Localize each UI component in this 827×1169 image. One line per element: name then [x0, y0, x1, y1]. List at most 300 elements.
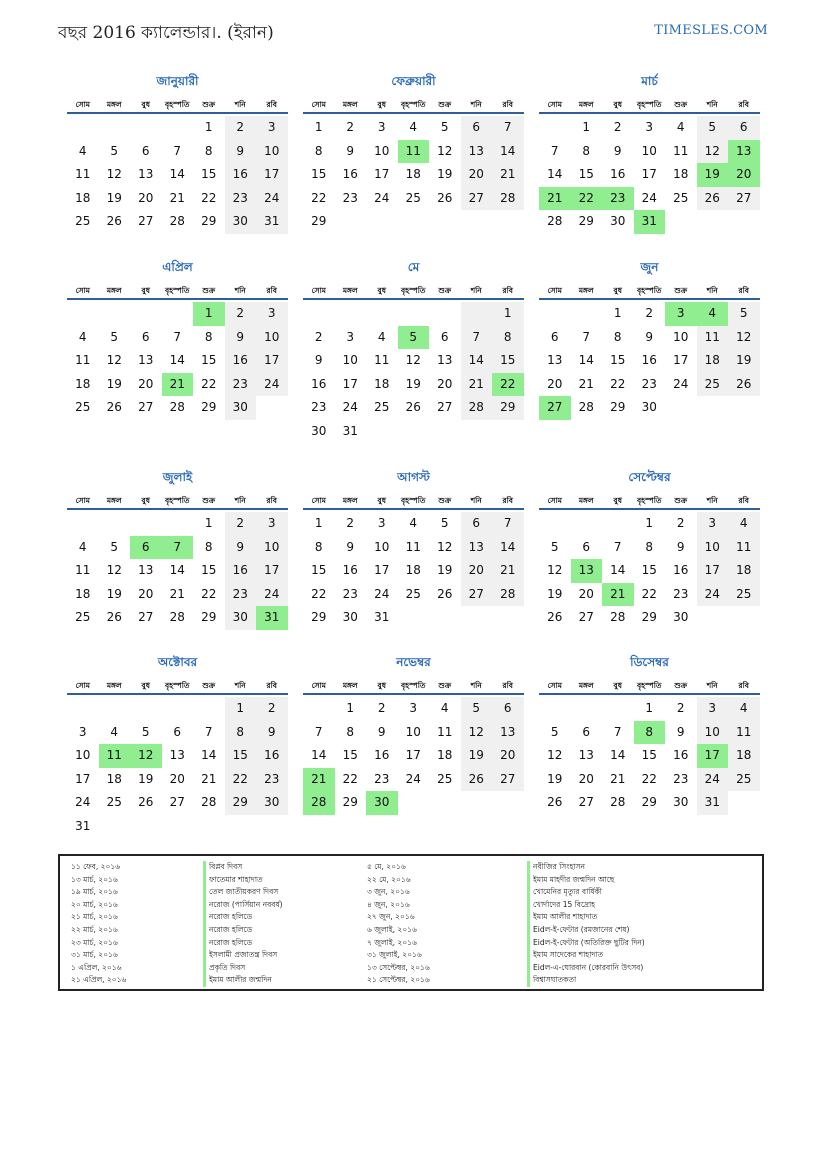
- day-cell: 2: [225, 512, 257, 536]
- day-cell: 28: [610, 795, 626, 809]
- day-cell: 14: [492, 536, 524, 560]
- day-cell: 25: [75, 214, 91, 228]
- holiday-date: ২৭ জুন, ২০১৬: [367, 912, 415, 922]
- day-cell: 22: [641, 771, 657, 786]
- holiday-date: ৬ জুলাই, ২০১৬: [367, 924, 417, 934]
- page-title: বছর 2016 ক্যালেন্ডার।. (ইরান): [58, 23, 274, 43]
- weekday-label: রবি: [266, 286, 277, 295]
- day-cell: 6: [461, 512, 493, 536]
- day-cell: 9: [256, 721, 288, 745]
- weekday-label: বৃহস্পতি: [165, 100, 190, 109]
- day-cell: 26: [547, 610, 563, 624]
- day-cell: 28: [547, 214, 563, 228]
- day-cell: 24: [374, 190, 390, 205]
- day-cell: 18: [697, 349, 729, 373]
- day-cell: 28: [578, 400, 594, 414]
- days-grid: [67, 697, 288, 838]
- day-cell: 29: [641, 795, 657, 809]
- weekday-label: বৃহস্পতি: [401, 286, 426, 295]
- day-cell: 17: [374, 563, 390, 577]
- weekday-label: বৃহস্পতি: [637, 681, 662, 690]
- day-cell: 15: [578, 167, 594, 181]
- weekday-label: বৃহস্পতি: [637, 100, 662, 109]
- day-cell: 10: [256, 140, 288, 164]
- holiday-name: ইমাম সাদেকের শাহাদাত: [533, 950, 604, 960]
- day-cell: 16: [610, 167, 626, 181]
- day-cell: 25: [405, 190, 421, 205]
- day-cell: 9: [377, 724, 386, 739]
- day-cell: 20: [138, 586, 154, 601]
- holiday-day-cell: 13: [571, 559, 603, 583]
- day-cell: 19: [106, 586, 122, 601]
- weekday-header: [303, 284, 524, 300]
- day-cell: 12: [437, 539, 453, 554]
- weekday-label: রবি: [266, 681, 277, 690]
- day-cell: 4: [78, 143, 87, 158]
- day-cell: 15: [225, 744, 257, 768]
- day-cell: 3: [346, 329, 355, 344]
- day-cell: 31: [75, 818, 91, 833]
- month-4: [67, 259, 288, 420]
- day-cell: 16: [673, 563, 689, 577]
- day-cell: 22: [311, 190, 327, 205]
- day-cell: 3: [256, 302, 288, 326]
- weekday-header: [67, 284, 288, 300]
- weekday-header: [539, 284, 760, 300]
- day-cell: 12: [547, 563, 563, 577]
- holidays-names-col-1: [203, 861, 283, 987]
- weekday-label: শনি: [706, 681, 718, 690]
- day-cell: 18: [437, 748, 453, 762]
- day-cell: 7: [582, 329, 591, 344]
- holiday-name: ইমাম আলীর শাহাদাত: [533, 912, 598, 922]
- day-cell: 28: [169, 610, 185, 624]
- holiday-date: ১ এপ্রিল, ২০১৬: [71, 962, 122, 972]
- day-cell: 18: [405, 167, 421, 181]
- day-cell: 19: [405, 376, 421, 391]
- weekday-label: শুক্র: [202, 100, 216, 109]
- weekday-label: বৃহস্পতি: [165, 496, 190, 505]
- day-cell: 20: [169, 771, 185, 786]
- day-cell: 14: [610, 563, 626, 577]
- weekday-label: শুক্র: [438, 286, 452, 295]
- holidays-dates-col-2: [367, 861, 430, 987]
- day-cell: 3: [256, 116, 288, 140]
- weekday-label: শনি: [470, 100, 482, 109]
- weekday-label: রবি: [266, 100, 277, 109]
- weekday-label: শনি: [234, 681, 246, 690]
- day-cell: 1: [314, 120, 323, 134]
- weekday-label: রবি: [502, 286, 513, 295]
- holiday-name: নরোজ হলিডে: [209, 937, 253, 947]
- day-cell: 1: [346, 701, 355, 715]
- day-cell: 23: [342, 586, 358, 601]
- day-cell: 30: [311, 423, 327, 438]
- holiday-day-cell: 5: [398, 326, 430, 350]
- day-cell: 28: [461, 396, 493, 420]
- day-cell: 2: [256, 697, 288, 721]
- month-title: নভেম্বর: [396, 655, 431, 669]
- day-cell: 7: [314, 724, 323, 739]
- holidays-list: [58, 854, 764, 991]
- day-cell: 15: [610, 353, 626, 367]
- day-cell: 17: [641, 167, 657, 181]
- weekday-label: সোম: [311, 286, 326, 295]
- brand-link[interactable]: TIMESLES.COM: [654, 23, 768, 38]
- day-cell: 28: [610, 610, 626, 624]
- day-cell: 1: [225, 697, 257, 721]
- weekday-label: মঙ্গল: [342, 286, 358, 295]
- day-cell: 4: [728, 512, 760, 536]
- day-cell: 23: [225, 373, 257, 397]
- day-cell: 23: [342, 190, 358, 205]
- day-cell: 21: [201, 771, 217, 786]
- day-cell: 19: [437, 563, 453, 577]
- holiday-name: বিশ্বাসঘাতকতা: [533, 975, 577, 985]
- holiday-date: ৩ জুন, ২০১৬: [367, 887, 410, 897]
- weekday-label: সোম: [547, 100, 562, 109]
- days-grid: [539, 697, 760, 815]
- day-cell: 8: [314, 143, 323, 158]
- day-cell: 14: [578, 353, 594, 367]
- weekday-label: মঙ্গল: [578, 100, 594, 109]
- day-cell: 15: [492, 349, 524, 373]
- day-cell: 14: [169, 563, 185, 577]
- day-cell: 8: [492, 326, 524, 350]
- month-8: [303, 469, 524, 630]
- weekday-label: সোম: [75, 286, 90, 295]
- weekday-label: বৃহস্পতি: [637, 286, 662, 295]
- day-cell: 7: [173, 329, 182, 344]
- day-cell: 31: [342, 423, 358, 438]
- day-cell: 22: [342, 771, 358, 786]
- weekday-label: বুধ: [613, 100, 622, 109]
- holiday-date: ১৩ সেপ্টেম্বর, ২০১৬: [367, 962, 430, 972]
- day-cell: 22: [610, 376, 626, 391]
- day-cell: 5: [440, 516, 449, 530]
- holiday-date: ৫ মে, ২০১৬: [367, 862, 406, 871]
- holiday-date: ৭ জুলাই, ২০১৬: [367, 937, 417, 947]
- day-cell: 28: [492, 583, 524, 607]
- day-cell: 26: [461, 768, 493, 792]
- day-cell: 6: [728, 116, 760, 140]
- day-cell: 17: [342, 376, 358, 391]
- day-cell: 4: [78, 329, 87, 344]
- day-cell: 2: [377, 701, 386, 715]
- day-cell: 16: [342, 167, 358, 181]
- month-title: মার্চ: [641, 74, 658, 88]
- weekday-label: সোম: [547, 496, 562, 505]
- day-cell: 2: [346, 516, 355, 530]
- day-cell: 19: [106, 376, 122, 391]
- day-cell: 22: [201, 190, 217, 205]
- day-cell: 10: [256, 536, 288, 560]
- day-cell: 30: [225, 606, 257, 630]
- day-cell: 28: [169, 400, 185, 414]
- day-cell: 20: [461, 163, 493, 187]
- month-6: [539, 259, 760, 420]
- day-cell: 17: [256, 163, 288, 187]
- weekday-label: শুক্র: [438, 496, 452, 505]
- day-cell: 1: [204, 120, 213, 134]
- day-cell: 21: [492, 163, 524, 187]
- day-cell: 9: [225, 140, 257, 164]
- day-cell: 22: [201, 376, 217, 391]
- weekday-label: বুধ: [141, 286, 150, 295]
- weekday-label: সোম: [547, 286, 562, 295]
- day-cell: 24: [342, 400, 358, 414]
- day-cell: 1: [645, 701, 654, 715]
- day-cell: 16: [673, 748, 689, 762]
- holiday-date: ১১ ফেব, ২০১৬: [71, 862, 121, 871]
- holidays-dates-col-1: [71, 861, 126, 987]
- day-cell: 1: [492, 302, 524, 326]
- day-cell: 16: [342, 563, 358, 577]
- day-cell: 26: [138, 795, 154, 809]
- weekday-label: রবি: [738, 681, 749, 690]
- day-cell: 19: [461, 744, 493, 768]
- holiday-day-cell: 31: [634, 210, 666, 234]
- day-cell: 13: [492, 721, 524, 745]
- day-cell: 21: [169, 586, 185, 601]
- day-cell: 13: [169, 748, 185, 762]
- weekday-header: [67, 98, 288, 114]
- holiday-name: Eidল-এ-ঘোরবান (কোরবানি উৎসব): [533, 962, 644, 972]
- day-cell: 12: [106, 353, 122, 367]
- day-cell: 15: [311, 167, 327, 181]
- day-cell: 13: [138, 167, 154, 181]
- day-cell: 6: [550, 329, 559, 344]
- day-cell: 15: [201, 563, 217, 577]
- day-cell: 21: [461, 373, 493, 397]
- day-cell: 2: [613, 120, 622, 134]
- day-cell: 11: [728, 721, 760, 745]
- day-cell: 25: [437, 771, 453, 786]
- weekday-label: শনি: [706, 100, 718, 109]
- day-cell: 8: [613, 329, 622, 344]
- day-cell: 8: [645, 539, 654, 554]
- weekday-label: শনি: [234, 100, 246, 109]
- day-cell: 5: [461, 697, 493, 721]
- holiday-date: ২১ সেপ্টেম্বর, ২০১৬: [367, 975, 430, 985]
- day-cell: 10: [405, 724, 421, 739]
- day-cell: 24: [697, 768, 729, 792]
- holiday-day-cell: 4: [697, 302, 729, 326]
- day-cell: 25: [728, 768, 760, 792]
- day-cell: 12: [106, 563, 122, 577]
- weekday-label: মঙ্গল: [342, 100, 358, 109]
- day-cell: 9: [676, 539, 685, 554]
- weekday-label: মঙ্গল: [578, 681, 594, 690]
- day-cell: 13: [138, 353, 154, 367]
- weekday-label: বুধ: [377, 496, 386, 505]
- day-cell: 7: [550, 143, 559, 158]
- day-cell: 28: [201, 795, 217, 809]
- day-cell: 26: [106, 214, 122, 228]
- day-cell: 27: [169, 795, 185, 809]
- day-cell: 5: [440, 120, 449, 134]
- day-cell: 4: [110, 724, 119, 739]
- day-cell: 4: [78, 539, 87, 554]
- holiday-name: নরোজ হলিডে: [209, 912, 253, 922]
- weekday-label: সোম: [75, 100, 90, 109]
- day-cell: 15: [641, 748, 657, 762]
- month-title: সেপ্টেম্বর: [628, 470, 671, 484]
- weekday-label: বুধ: [141, 100, 150, 109]
- day-cell: 11: [75, 353, 91, 367]
- day-cell: 9: [225, 326, 257, 350]
- weekday-label: শুক্র: [674, 496, 688, 505]
- day-cell: 15: [201, 167, 217, 181]
- day-cell: 11: [673, 143, 689, 158]
- weekday-label: শনি: [470, 681, 482, 690]
- weekday-label: বৃহস্পতি: [637, 496, 662, 505]
- day-cell: 31: [256, 210, 288, 234]
- weekday-label: সোম: [75, 681, 90, 690]
- day-cell: 29: [311, 214, 327, 228]
- day-cell: 9: [346, 143, 355, 158]
- holiday-day-cell: 22: [492, 373, 524, 397]
- day-cell: 27: [138, 400, 154, 414]
- holiday-date: ১৯ মার্চ, ২০১৬: [71, 887, 118, 897]
- weekday-label: শনি: [470, 286, 482, 295]
- day-cell: 23: [641, 376, 657, 391]
- day-cell: 1: [314, 516, 323, 530]
- weekday-label: বুধ: [377, 100, 386, 109]
- holiday-day-cell: 12: [130, 744, 162, 768]
- day-cell: 5: [110, 329, 119, 344]
- day-cell: 3: [78, 724, 87, 739]
- day-cell: 4: [409, 120, 418, 134]
- day-cell: 16: [311, 376, 327, 391]
- day-cell: 24: [256, 187, 288, 211]
- holiday-day-cell: 21: [539, 187, 571, 211]
- weekday-label: মঙ্গল: [106, 286, 122, 295]
- day-cell: 14: [547, 167, 563, 181]
- weekday-header: [67, 494, 288, 510]
- weekday-label: বুধ: [613, 681, 622, 690]
- holiday-name: খোমেনির মৃত্যুর বার্ষিকী: [533, 887, 602, 897]
- day-cell: 2: [314, 329, 323, 344]
- holiday-name: বিপ্লব দিবস: [209, 862, 243, 871]
- day-cell: 7: [173, 143, 182, 158]
- day-cell: 3: [645, 120, 654, 134]
- day-cell: 21: [610, 771, 626, 786]
- weekday-label: রবি: [502, 100, 513, 109]
- month-title: জুন: [640, 260, 659, 274]
- day-cell: 20: [461, 559, 493, 583]
- day-cell: 21: [169, 190, 185, 205]
- day-cell: 26: [697, 187, 729, 211]
- day-cell: 10: [374, 143, 390, 158]
- holiday-day-cell: 7: [162, 536, 194, 560]
- day-cell: 7: [492, 512, 524, 536]
- day-cell: 11: [697, 326, 729, 350]
- day-cell: 9: [314, 353, 323, 367]
- month-3: [539, 73, 760, 234]
- day-cell: 8: [582, 143, 591, 158]
- day-cell: 20: [492, 744, 524, 768]
- day-cell: 23: [225, 187, 257, 211]
- day-cell: 13: [547, 353, 563, 367]
- day-cell: 27: [578, 795, 594, 809]
- holiday-day-cell: 11: [99, 744, 131, 768]
- weekday-label: বুধ: [613, 496, 622, 505]
- holiday-day-cell: 1: [193, 302, 225, 326]
- day-cell: 4: [377, 329, 386, 344]
- day-cell: 12: [547, 748, 563, 762]
- day-cell: 21: [492, 559, 524, 583]
- holiday-date: ২১ মার্চ, ২০১৬: [71, 912, 118, 922]
- day-cell: 7: [204, 724, 213, 739]
- holiday-day-cell: 22: [571, 187, 603, 211]
- day-cell: 6: [141, 143, 150, 158]
- day-cell: 13: [138, 563, 154, 577]
- day-cell: 15: [201, 353, 217, 367]
- day-cell: 12: [728, 326, 760, 350]
- weekday-label: বৃহস্পতি: [165, 286, 190, 295]
- holiday-name: ইমাম আলীর জন্মদিন: [209, 975, 272, 985]
- day-cell: 15: [342, 748, 358, 762]
- day-cell: 22: [311, 586, 327, 601]
- day-cell: 4: [676, 120, 685, 134]
- day-cell: 17: [673, 353, 689, 367]
- holiday-name: নরোজ (পার্সিয়ান নববর্ষ): [209, 899, 283, 909]
- day-cell: 4: [440, 701, 449, 715]
- month-title: আগস্ট: [397, 470, 430, 484]
- day-cell: 30: [641, 400, 657, 414]
- day-cell: 14: [201, 748, 217, 762]
- weekday-label: মঙ্গল: [342, 681, 358, 690]
- day-cell: 9: [613, 143, 622, 158]
- day-cell: 14: [169, 353, 185, 367]
- day-cell: 4: [728, 697, 760, 721]
- month-11: [303, 654, 524, 815]
- holiday-name: ফাতেমার শাহাদাত: [209, 874, 263, 884]
- holiday-day-cell: 31: [256, 606, 288, 630]
- day-cell: 18: [106, 771, 122, 786]
- day-cell: 17: [256, 559, 288, 583]
- day-cell: 1: [645, 516, 654, 530]
- month-title: ফেব্রুয়ারী: [391, 74, 436, 88]
- days-grid: [303, 697, 524, 815]
- holiday-date: ৩১ মার্চ, ২০১৬: [71, 950, 118, 960]
- month-2: [303, 73, 524, 234]
- day-cell: 10: [641, 143, 657, 158]
- day-cell: 29: [342, 795, 358, 809]
- day-cell: 14: [492, 140, 524, 164]
- day-cell: 9: [645, 329, 654, 344]
- month-title: ডিসেম্বর: [630, 655, 669, 669]
- day-cell: 24: [374, 586, 390, 601]
- day-cell: 17: [697, 559, 729, 583]
- day-cell: 20: [578, 586, 594, 601]
- day-cell: 23: [673, 771, 689, 786]
- day-cell: 24: [673, 376, 689, 391]
- day-cell: 14: [169, 167, 185, 181]
- day-cell: 3: [409, 701, 418, 715]
- holiday-name: নরোজ হলিডে: [209, 924, 253, 934]
- empty-weekend-cell: [461, 302, 493, 326]
- day-cell: 29: [201, 214, 217, 228]
- day-cell: 25: [405, 586, 421, 601]
- day-cell: 25: [75, 610, 91, 624]
- day-cell: 5: [550, 724, 559, 739]
- day-cell: 30: [225, 210, 257, 234]
- day-cell: 3: [697, 697, 729, 721]
- day-cell: 5: [697, 116, 729, 140]
- day-cell: 8: [204, 143, 213, 158]
